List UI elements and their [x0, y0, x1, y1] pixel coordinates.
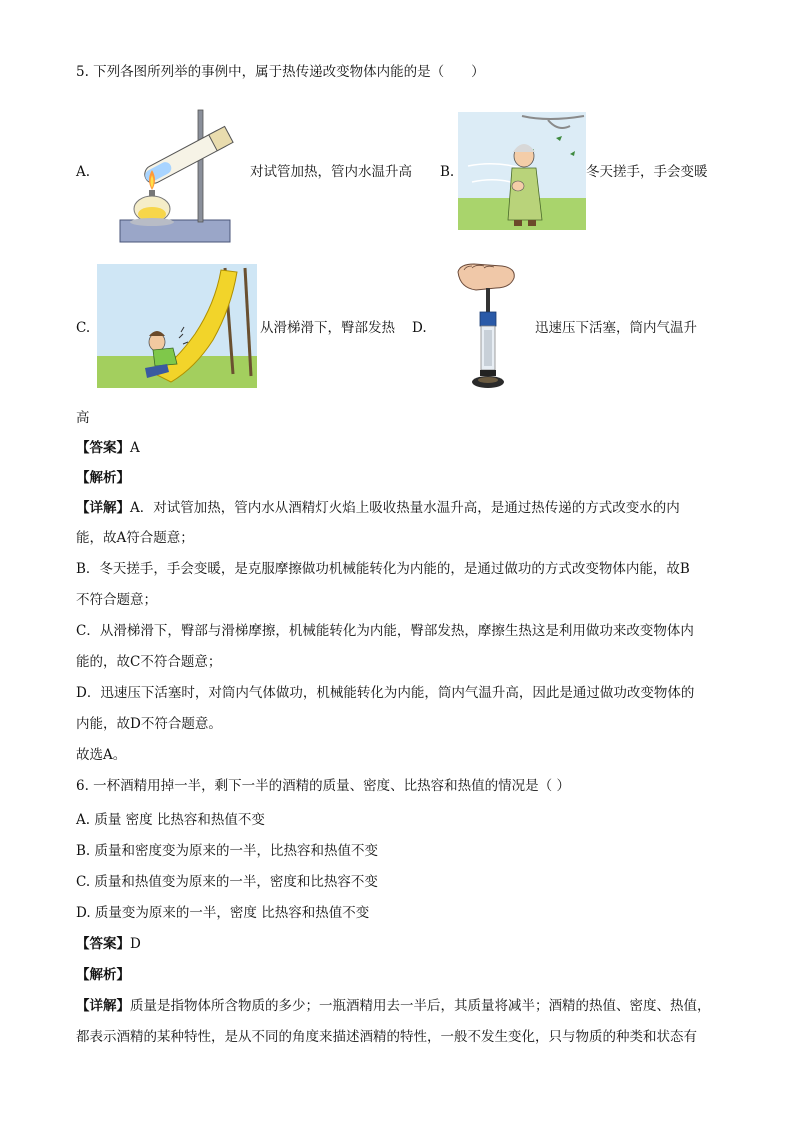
q6-answer [76, 934, 141, 954]
piston-cylinder-illustration [450, 262, 526, 394]
q5-explanation-line: 能，故A符合题意； [76, 530, 194, 546]
q5-option-c-letter: C. [76, 320, 91, 336]
q6-answer-tag: 【答案】 [76, 936, 130, 952]
q5-explanation-line: 不符合题意； [76, 592, 157, 608]
q5-option-c-text: 从滑梯滑下，臀部发热 [260, 320, 395, 336]
q5-explanation-line: B．冬天搓手，手会变暖，是克服摩擦做功机械能转化为内能的，是通过做功的方式改变物体内能，故B [76, 561, 690, 577]
q5-explanation-text: A．对试管加热，管内水从酒精灯火焰上吸收热量水温升高，是通过热传递的方式改变水的内 [130, 500, 680, 516]
q5-stem: 5. 下列各图所列举的事例中，属于热传递改变物体内能的是（ ） [76, 64, 485, 80]
q6-answer-value: D [130, 936, 141, 952]
q5-option-d-text: 迅速压下活塞，筒内气温升 [535, 320, 697, 336]
q6-option-a: A. 质量 密度 比热容和热值不变 [76, 812, 265, 828]
q6-explanation-line [76, 996, 711, 1016]
q5-option-a-text: 对试管加热，管内水温升高 [250, 164, 412, 180]
q5-explanation-line: C．从滑梯滑下，臀部与滑梯摩擦，机械能转化为内能，臀部发热，摩擦生热这是利用做功来改变物体内 [76, 623, 694, 639]
q6-explanation-line: 都表示酒精的某种特性，是从不同的角度来描述酒精的特性，一般不发生变化，只与物质的种类和状态有 [76, 1029, 697, 1045]
q6-stem: 6. 一杯酒精用掉一半，剩下一半的酒精的质量、密度、比热容和热值的情况是（ ） [76, 778, 570, 794]
q6-analysis-tag: 【解析】 [76, 967, 130, 983]
q5-option-b-letter: B. [440, 164, 455, 180]
q5-conclusion: 故选A。 [76, 747, 127, 763]
q5-explanation-line: D．迅速压下活塞时，对筒内气体做功，机械能转化为内能，筒内气温升高，因此是通过做功改变物体的 [76, 685, 695, 701]
q5-option-d-text-cont: 高 [76, 410, 90, 426]
slide-illustration [97, 264, 257, 388]
q5-answer-tag: 【答案】 [76, 440, 130, 456]
test-tube-heating-illustration [116, 104, 240, 246]
q6-option-b: B. 质量和密度变为原来的一半，比热容和热值不变 [76, 843, 379, 859]
q5-explanation-line: 内能，故D不符合题意。 [76, 716, 222, 732]
q5-option-a-letter: A. [76, 164, 91, 180]
q5-option-d-letter: D. [412, 320, 427, 336]
q5-option-b-text: 冬天搓手，手会变暖 [586, 164, 708, 180]
q5-analysis-tag: 【解析】 [76, 470, 130, 486]
rubbing-hands-winter-illustration [458, 112, 586, 230]
q5-answer-value: A [130, 440, 140, 456]
q6-explanation-text: 质量是指物体所含物质的多少；一瓶酒精用去一半后，其质量将减半；酒精的热值、密度、热值， [130, 998, 711, 1014]
q6-option-d: D. 质量变为原来的一半，密度 比热容和热值不变 [76, 905, 370, 921]
q6-detail-tag: 【详解】 [76, 998, 130, 1014]
q5-explanation-line: 能的，故C不符合题意； [76, 654, 222, 670]
q6-option-c: C. 质量和热值变为原来的一半，密度和比热容不变 [76, 874, 378, 890]
q5-answer [76, 438, 140, 458]
q5-detail-tag: 【详解】 [76, 500, 130, 516]
q5-explanation-line [76, 498, 680, 518]
